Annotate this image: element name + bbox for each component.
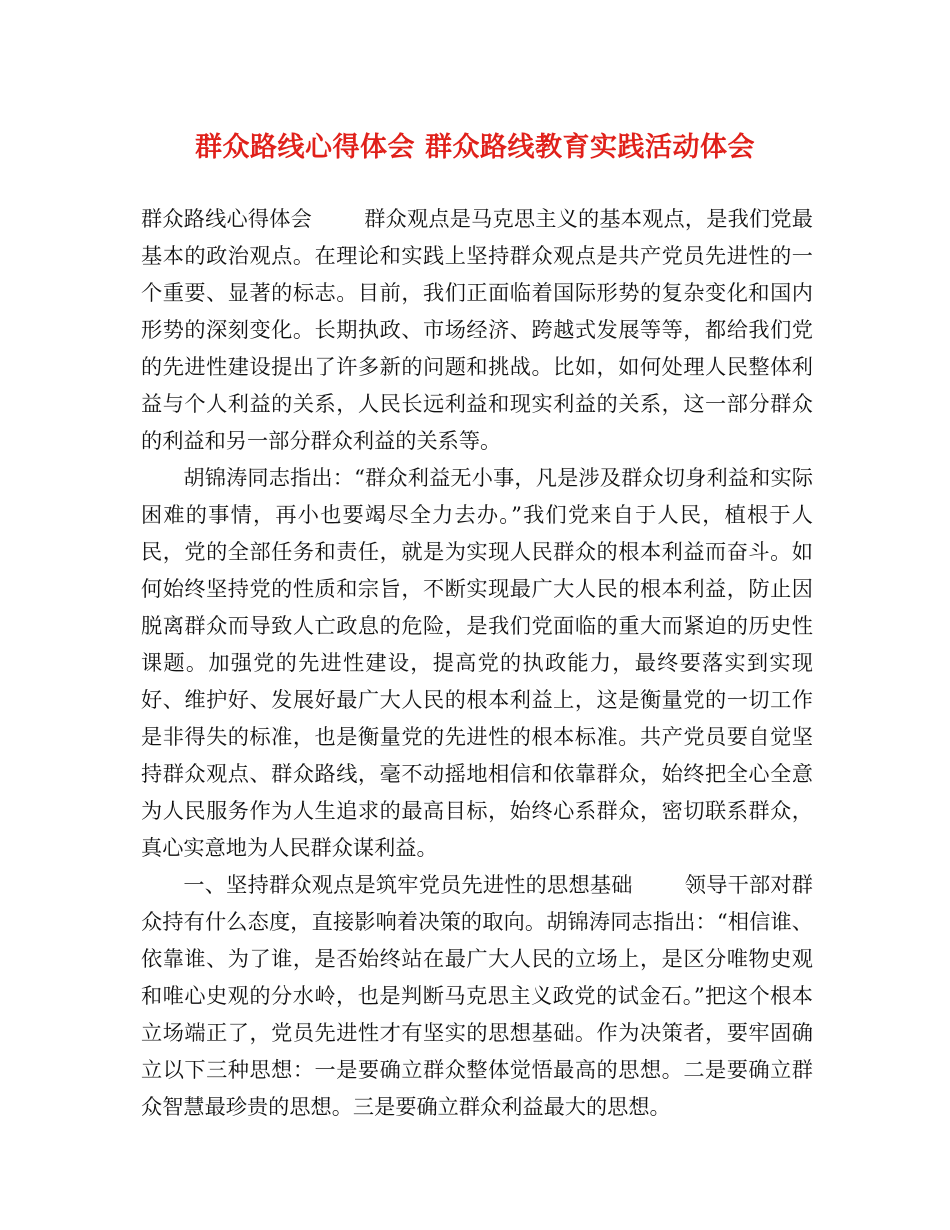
document-body (141, 200, 813, 1125)
paragraph-3-lead: 一、坚持群众观点是筑牢党员先进性的思想基础 (183, 872, 633, 897)
paragraph-1-text: 群众观点是马克思主义的基本观点，是我们党最基本的政治观点。在理论和实践上坚持群众观点是共产党员先进性的一个重要、显著的标志。目前，我们正面临着国际形势的复杂变化和国内形势的深刻变化。长期执政、市场经济、跨越式发展等等，都给我们党的先进性建设提出了许多新的问题和挑战。比如，如何处理人民整体利益与个人利益的关系，人民长远利益和现实利益的关系，这一部分群众的利益和另一部分群众利益的关系等。 (141, 206, 813, 453)
paragraph-3 (141, 866, 813, 1125)
paragraph-2-text: 胡锦涛同志指出：“群众利益无小事，凡是涉及群众切身利益和实际困难的事情，再小也要竭尽全力去办。”我们党来自于人民，植根于人民，党的全部任务和责任，就是为实现人民群众的根本利益而奋斗。如何始终坚持党的性质和宗旨，不断实现最广大人民的根本利益，防止因脱离群众而导致人亡政息的危险，是我们党面临的重大而紧迫的历史性课题。加强党的先进性建设，提高党的执政能力，最终要落实到实现好、维护好、发展好最广大人民的根本利益上，这是衡量党的一切工作是非得失的标准，也是衡量党的先进性的根本标准。共产党员要自觉坚持群众观点、群众路线，毫不动摇地相信和依靠群众，始终把全心全意为人民服务作为人生追求的最高目标，始终心系群众，密切联系群众，真心实意地为人民群众谋利益。 (141, 465, 813, 860)
paragraph-2 (141, 459, 813, 866)
document-title: 群众路线心得体会 群众路线教育实践活动体会 (195, 132, 755, 163)
paragraph-3-text: 领导干部对群众持有什么态度，直接影响着决策的取向。胡锦涛同志指出：“相信谁、依靠谁、为了谁，是否始终站在最广大人民的立场上，是区分唯物史观和唯心史观的分水岭，也是判断马克思主义政党的试金石。”把这个根本立场端正了，党员先进性才有坚实的思想基础。作为决策者，要牢固确立以下三种思想：一是要确立群众整体觉悟最高的思想。二是要确立群众智慧最珍贵的思想。三是要确立群众利益最大的思想。 (141, 872, 813, 1119)
paragraph-1 (141, 200, 813, 459)
paragraph-1-lead: 群众路线心得体会 (141, 206, 313, 231)
